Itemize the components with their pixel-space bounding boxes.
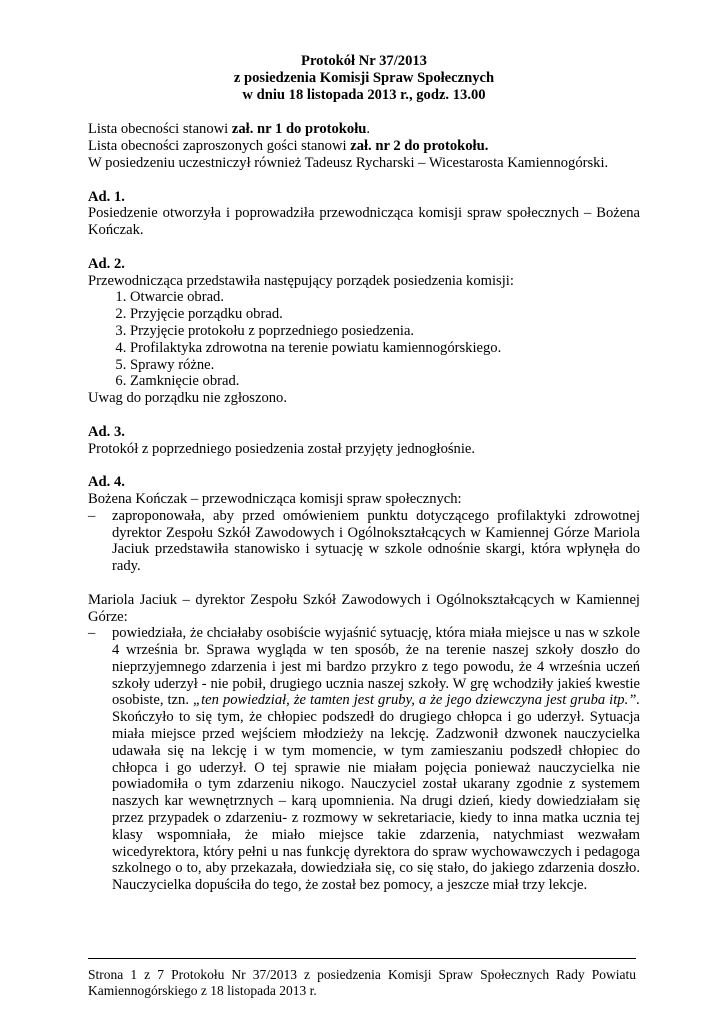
ad2-heading: Ad. 2.: [88, 255, 125, 272]
ad1-heading: Ad. 1.: [88, 188, 125, 205]
ad2-note: Uwag do porządku nie zgłoszono.: [88, 390, 287, 407]
dash-item-1: [88, 508, 640, 575]
intro-section: [88, 121, 640, 171]
attendance-line: [88, 121, 640, 138]
title-line-1: Protokół Nr 37/2013: [301, 53, 427, 69]
document-page: [88, 53, 640, 894]
agenda-item: 1. Otwarcie obrad.: [130, 289, 640, 306]
dash-item-2-text: [112, 625, 640, 894]
agenda-list: [88, 289, 640, 390]
document-title: [88, 53, 640, 103]
agenda-item: 6. Zamknięcie obrad.: [130, 373, 640, 390]
ad2-section: [88, 256, 640, 407]
ad3-text: Protokół z poprzedniego posiedzenia został przyjęty jednogłośnie.: [88, 440, 476, 457]
ad2-text: Przewodnicząca przedstawiła następujący porządek posiedzenia komisji:: [88, 272, 514, 289]
attendance-period: .: [366, 121, 371, 138]
agenda-item: 2. Przyjęcie porządku obrad.: [130, 306, 640, 323]
participant-line: W posiedzeniu uczestniczył również Tadeusz Rycharski – Wicestarosta Kamiennogórski.: [88, 154, 609, 171]
speaker-jaciuk: Mariola Jaciuk – dyrektor Zespołu Szkół Zawodowych i Ogólnokształcących w Kamiennej Górze:: [88, 591, 640, 625]
ad4-section: [88, 474, 640, 894]
title-line-2: z posiedzenia Komisji Spraw Społecznych: [233, 69, 495, 86]
dash-mark: –: [88, 507, 96, 524]
statement-quote: „ten powiedział, że tamten jest gruby, a że jego dziewczyna jest gruba itp.”.: [192, 692, 640, 709]
attendance-annex: zał. nr 1 do protokołu: [231, 121, 367, 138]
ad3-section: [88, 424, 640, 458]
agenda-item: 4. Profilaktyka zdrowotna na terenie powiatu kamiennogórskiego.: [130, 340, 640, 357]
ad1-section: [88, 189, 640, 239]
page-footer: Strona 1 z 7 Protokołu Nr 37/2013 z posiedzenia Komisji Spraw Społecznych Rady Powiatu Kamiennogórskiego z 18 listopada 2013 r.: [88, 958, 636, 999]
title-line-3: w dniu 18 listopada 2013 r., godz. 13.00: [242, 86, 486, 103]
statement-part-2: Skończyło to się tym, że chłopiec podszedł do drugiego chłopca i go uderzył. Sytuacja miała miejsce przed wejściem młodzieży na lekcję. Zadzwonił dzwonek nauczycielka udawała się na lekcję i w tym momencie, w tym zamieszaniu podszedł chłopiec do chłopca i go uderzył. O tej sprawie nie miałam pojęcia ponieważ nauczycielka nie powiadomiła o tym zdarzeniu nikogo. Nauczyciel został ukarany zgodnie z systemem naszych kar wewnętrznych – karą upomnienia. Na drugi dzień, kiedy dowiedziałam się przez przypadek o zdarzeniu- z rozmowy w sekretariacie, kiedy to inna matka ucznia tej klasy wspomniała, że miało miejsce takie zdarzenia, natychmiast wezwałam wicedyrektora, który pełni u nas funkcję dyrektora do spraw wychowawczych i pedagoga szkolnego o to, aby przekazała, dowiedziała się, co się stało, do jakiego zdarzenia doszło. Nauczycielka dopuściła do tego, że został bez pomocy, a jeszcze miał trzy lekcje.: [112, 709, 640, 894]
ad3-heading: Ad. 3.: [88, 423, 125, 440]
guests-line: [88, 138, 640, 155]
ad1-text: Posiedzenie otworzyła i poprowadziła przewodnicząca komisji spraw społecznych – Bożena Kończak.: [88, 205, 640, 239]
dash-item-2: [88, 625, 640, 894]
guests-text: Lista obecności zaproszonych gości stanowi: [88, 138, 351, 155]
dash-mark: –: [88, 625, 96, 642]
speaker-kończak: Bożena Kończak – przewodnicząca komisji spraw społecznych:: [88, 490, 462, 507]
statement-part-1: powiedziała, że chciałaby osobiście wyjaśnić sytuację, która miała miejsce u nas w szkole 4 września br. Sprawa wygląda w ten sposób, że na terenie naszej szkoły doszło do nieprzyjemnego zdarzenia i jest mi bardzo przykro z tego powodu, że 4 września uczeń szkoły uderzył - nie pobił, drugiego ucznia naszej szkoły. W grę wchodziły jakieś kwestie osobiste, tzn.: [112, 625, 640, 709]
guests-annex: zał. nr 2 do protokołu.: [350, 138, 489, 155]
ad4-heading: Ad. 4.: [88, 474, 125, 491]
dash-item-1-text: zaproponowała, aby przed omówieniem punktu dotyczącego profilaktyki zdrowotnej dyrektor Zespołu Szkół Zawodowych i Ogólnokształcących w Kamiennej Górze Mariola Jaciuk przedstawiła stanowisko i sytuację w szkole odnośnie skargi, która wpłynęła do rady.: [112, 507, 640, 575]
agenda-item: 5. Sprawy różne.: [130, 357, 640, 374]
agenda-item: 3. Przyjęcie protokołu z poprzedniego posiedzenia.: [130, 323, 640, 340]
attendance-text: Lista obecności stanowi: [88, 121, 232, 138]
